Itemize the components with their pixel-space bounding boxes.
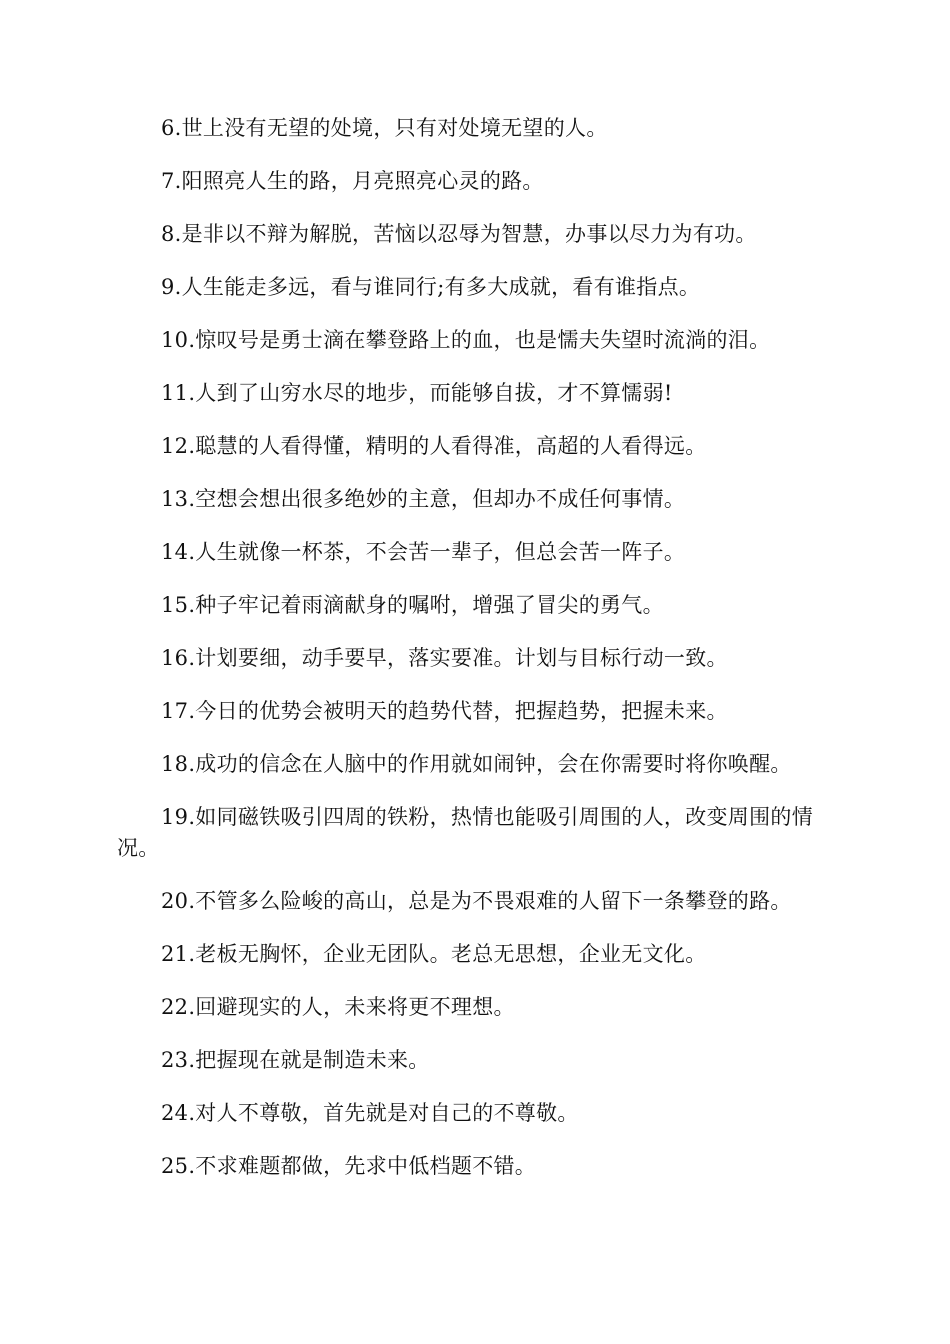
quote-item-25: 25.不求难题都做，先求中低档题不错。	[161, 1154, 537, 1178]
quote-item-17: 17.今日的优势会被明天的趋势代替，把握趋势，把握未来。	[161, 699, 728, 723]
quote-item-12: 12.聪慧的人看得懂，精明的人看得准，高超的人看得远。	[161, 434, 707, 458]
quote-item-15: 15.种子牢记着雨滴献身的嘱咐，增强了冒尖的勇气。	[161, 593, 664, 617]
quote-item-14: 14.人生就像一杯茶，不会苦一辈子，但总会苦一阵子。	[161, 540, 686, 564]
quote-item-10: 10.惊叹号是勇士滴在攀登路上的血，也是懦夫失望时流淌的泪。	[161, 328, 771, 352]
quote-item-9: 9.人生能走多远，看与谁同行;有多大成就，看有谁指点。	[161, 275, 701, 299]
quote-item-8: 8.是非以不辩为解脱，苦恼以忍辱为智慧，办事以尽力为有功。	[161, 222, 757, 246]
quote-item-23: 23.把握现在就是制造未来。	[161, 1048, 430, 1072]
quote-item-13: 13.空想会想出很多绝妙的主意，但却办不成任何事情。	[161, 487, 686, 511]
quote-item-7: 7.阳照亮人生的路，月亮照亮心灵的路。	[161, 169, 544, 193]
quote-item-19: 19.如同磁铁吸引四周的铁粉，热情也能吸引周围的人，改变周围的情况。	[117, 805, 813, 860]
quote-item-24: 24.对人不尊敬，首先就是对自己的不尊敬。	[161, 1101, 579, 1125]
quote-item-22: 22.回避现实的人，未来将更不理想。	[161, 995, 515, 1019]
quote-item-6: 6.世上没有无望的处境，只有对处境无望的人。	[161, 116, 608, 140]
quote-item-16: 16.计划要细，动手要早，落实要准。计划与目标行动一致。	[161, 646, 728, 670]
quote-item-11: 11.人到了山穷水尽的地步，而能够自拔，才不算懦弱!	[161, 381, 673, 405]
quote-item-18: 18.成功的信念在人脑中的作用就如闹钟，会在你需要时将你唤醒。	[161, 752, 792, 776]
quote-item-21: 21.老板无胸怀，企业无团队。老总无思想，企业无文化。	[161, 942, 707, 966]
quote-list	[117, 113, 830, 1204]
quote-item-20: 20.不管多么险峻的高山，总是为不畏艰难的人留下一条攀登的路。	[161, 889, 792, 913]
